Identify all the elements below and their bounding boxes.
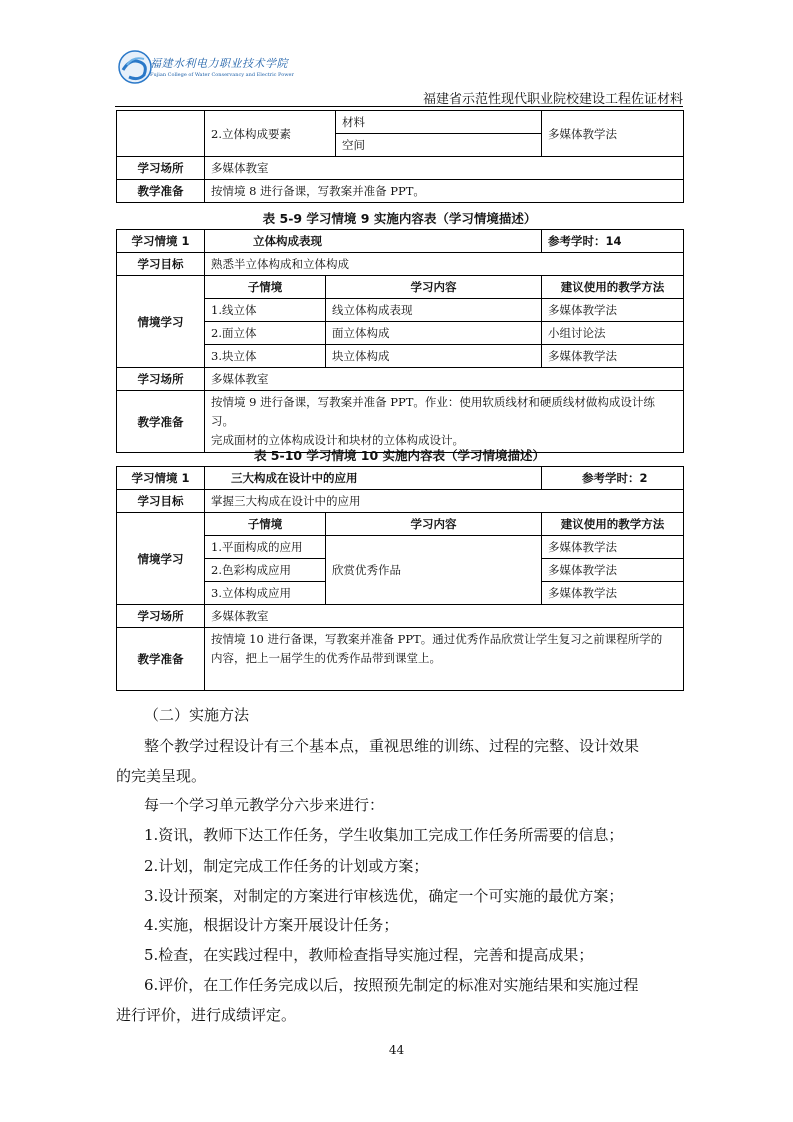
table-cell: 3.块立体 — [205, 345, 326, 368]
column-header: 建议使用的教学方法 — [542, 513, 684, 536]
table-cell: 线立体构成表现 — [326, 299, 542, 322]
table-row — [117, 467, 684, 490]
table-cell: 按情境 8 进行备课，写教案并准备 PPT。 — [205, 180, 684, 203]
table-cell: 多媒体教学法 — [542, 299, 684, 322]
row-label: 学习情境 1 — [117, 467, 205, 490]
column-header: 建议使用的教学方法 — [542, 276, 684, 299]
prep-cell — [205, 628, 684, 691]
table-cell-empty — [117, 111, 205, 157]
row-label: 学习场所 — [117, 157, 205, 180]
table-cell: 2.面立体 — [205, 322, 326, 345]
table-5-9 — [116, 229, 684, 453]
logo-text: 福建水利电力职业技术学院 — [150, 57, 288, 70]
table-cell: 多媒体教学法 — [542, 559, 684, 582]
row-label: 学习目标 — [117, 253, 205, 276]
table-caption: 表 5-9 学习情境 9 实施内容表（学习情境描述） — [262, 211, 537, 226]
step-item-continuation: 进行评价，进行成绩评定。 — [116, 1006, 297, 1024]
table-cell: 3.立体构成应用 — [205, 582, 326, 605]
table-row — [117, 230, 684, 253]
paragraph-line: 的完美呈现。 — [116, 767, 207, 785]
table-cell: 1.线立体 — [205, 299, 326, 322]
step-item: 3.设计预案，对制定的方案进行审核选优，确定一个可实施的最优方案； — [144, 887, 624, 905]
hours: 参考学时：14 — [542, 230, 684, 253]
table-cell: 熟悉半立体构成和立体构成 — [205, 253, 684, 276]
situation-name: 三大构成在设计中的应用 — [205, 467, 542, 490]
table-5-10 — [116, 466, 684, 691]
table-cell: 多媒体教学法 — [542, 345, 684, 368]
logo-subtext: Fujian College of Water Conservancy and Electric Power — [150, 72, 294, 78]
table-prev-continuation — [116, 110, 684, 203]
table-cell: 2.立体构成要素 — [205, 111, 336, 157]
row-label: 学习情境 1 — [117, 230, 205, 253]
step-item: 5.检查，在实践过程中，教师检查指导实施过程，完善和提高成果； — [144, 946, 594, 964]
paragraph: 每一个学习单元教学分六步来进行： — [144, 796, 385, 814]
table-caption: 表 5-10 学习情境 10 实施内容表（学习情境描述） — [253, 448, 546, 463]
table-cell: 材料 — [336, 111, 542, 134]
prep-cell — [205, 391, 684, 453]
situation-name: 立体构成表现 — [205, 230, 542, 253]
row-label: 情境学习 — [117, 276, 205, 368]
prep-line: 按情境 10 进行备课，写教案并准备 PPT。通过优秀作品欣赏让学生复习之前课程所学的 — [211, 632, 663, 646]
table-row — [117, 111, 684, 134]
table-row — [117, 490, 684, 513]
row-label: 教学准备 — [117, 628, 205, 691]
table-row — [117, 605, 684, 628]
table-row — [117, 513, 684, 536]
column-header: 子情境 — [205, 513, 326, 536]
table-cell: 2.色彩构成应用 — [205, 559, 326, 582]
row-label: 学习场所 — [117, 368, 205, 391]
table-row — [117, 157, 684, 180]
paragraph-line: 整个教学过程设计有三个基本点，重视思维的训练、过程的完整、设计效果 — [144, 737, 640, 755]
table-cell: 多媒体教学法 — [542, 582, 684, 605]
step-item: 2.计划，制定完成工作任务的计划或方案； — [144, 857, 429, 875]
prep-line: 内容，把上一届学生的优秀作品带到课堂上。 — [211, 651, 441, 665]
table-cell: 小组讨论法 — [542, 322, 684, 345]
header-title: 福建省示范性现代职业院校建设工程佐证材料 — [422, 92, 683, 107]
row-label: 教学准备 — [117, 391, 205, 453]
step-item: 1.资讯，教师下达工作任务，学生收集加工完成工作任务所需要的信息； — [144, 826, 624, 844]
header-divider — [115, 106, 683, 107]
row-label: 情境学习 — [117, 513, 205, 605]
page-number: 44 — [388, 1043, 405, 1057]
table-cell-merged: 欣赏优秀作品 — [326, 536, 542, 605]
column-header: 子情境 — [205, 276, 326, 299]
step-item: 6.评价，在工作任务完成以后，按照预先制定的标准对实施结果和实施过程 — [144, 976, 639, 994]
step-item: 4.实施，根据设计方案开展设计任务； — [144, 916, 399, 934]
prep-line: 完成面材的立体构成设计和块材的立体构成设计。 — [211, 433, 464, 447]
table-cell: 多媒体教室 — [205, 157, 684, 180]
table-cell: 多媒体教学法 — [542, 111, 684, 157]
column-header: 学习内容 — [326, 276, 542, 299]
table-row — [117, 368, 684, 391]
prep-line: 按情境 9 进行备课，写教案并准备 PPT。作业：使用软质线材和硬质线材做构成设计练习。 — [211, 395, 655, 428]
table-row — [117, 180, 684, 203]
table-cell: 掌握三大构成在设计中的应用 — [205, 490, 684, 513]
table-cell: 面立体构成 — [326, 322, 542, 345]
table-row — [117, 391, 684, 453]
row-label: 学习场所 — [117, 605, 205, 628]
table-cell: 空间 — [336, 134, 542, 157]
table-row — [117, 276, 684, 299]
table-cell: 块立体构成 — [326, 345, 542, 368]
table-row — [117, 253, 684, 276]
table-row — [117, 628, 684, 691]
table-cell: 多媒体教学法 — [542, 536, 684, 559]
row-label: 学习目标 — [117, 490, 205, 513]
table-cell: 多媒体教室 — [205, 605, 684, 628]
section-heading: （二）实施方法 — [144, 706, 250, 724]
column-header: 学习内容 — [326, 513, 542, 536]
row-label: 教学准备 — [117, 180, 205, 203]
hours: 参考学时：2 — [542, 467, 684, 490]
table-cell: 1.平面构成的应用 — [205, 536, 326, 559]
table-cell: 多媒体教室 — [205, 368, 684, 391]
